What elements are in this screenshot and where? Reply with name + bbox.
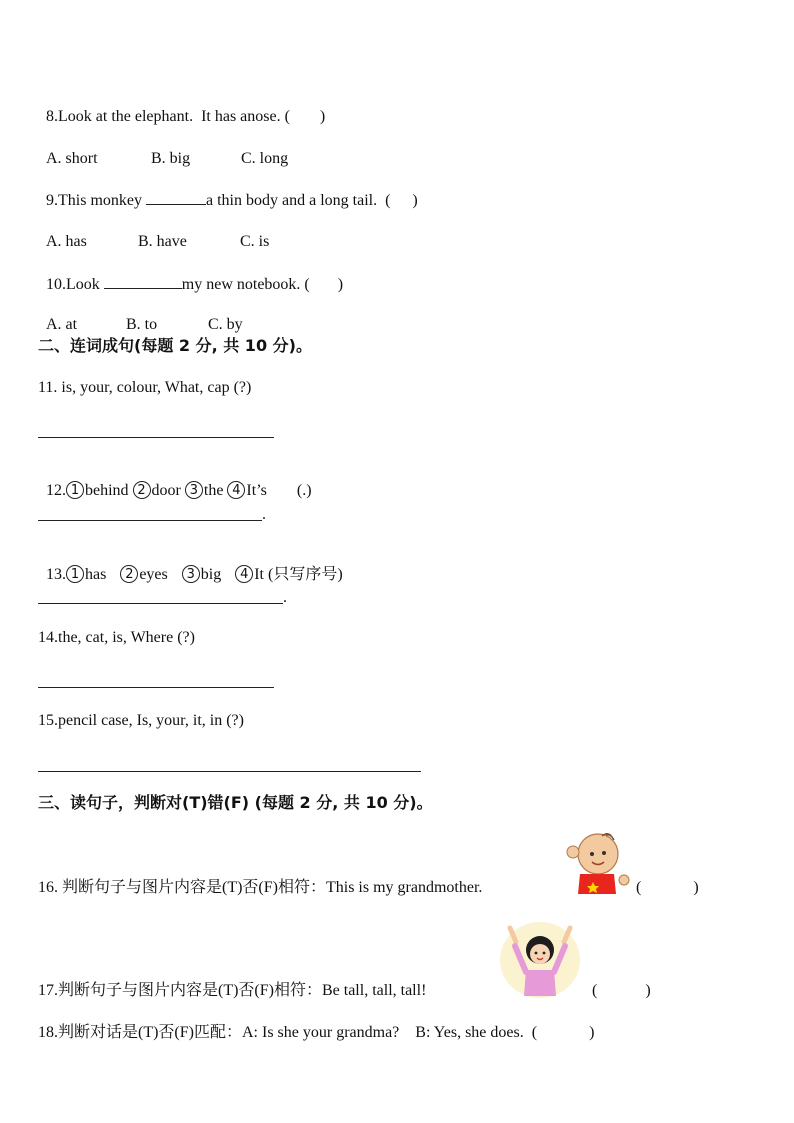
question-9-post: a thin body and a long tail. ( <box>206 192 391 209</box>
question-8-text: 8.Look at the elephant. It has anose. ( <box>46 108 290 125</box>
answer-period: . <box>262 506 266 523</box>
word: It’s <box>246 482 267 499</box>
question-15: 15.pencil case, Is, your, it, in (?) <box>38 712 244 729</box>
word: the <box>203 482 228 499</box>
answer-line[interactable] <box>38 603 283 604</box>
question-10-options <box>38 295 243 335</box>
boy-illustration <box>562 830 632 896</box>
word: It (只写序号) <box>254 566 343 583</box>
girl-illustration <box>498 918 582 998</box>
option-a: A. short <box>46 150 98 167</box>
boy-picture <box>562 830 632 896</box>
circled-number: 2 <box>120 565 138 583</box>
girl-picture <box>498 918 582 998</box>
question-10-close: ) <box>337 276 344 293</box>
answer-period: . <box>283 589 287 606</box>
circled-number: 1 <box>66 565 84 583</box>
option-c: C. long <box>241 150 289 167</box>
section-heading-2: 二、连词成句(每题 2 分, 共 10 分)。 <box>38 336 312 355</box>
answer-line[interactable] <box>38 520 262 521</box>
answer-blank[interactable] <box>146 190 206 205</box>
question-number: 13. <box>46 566 66 583</box>
question-18: 18.判断对话是(T)否(F)匹配：A: Is she your grandma? B: Yes, she does. ( ) <box>38 1024 595 1041</box>
answer-line[interactable] <box>38 771 421 772</box>
word: big <box>200 566 222 583</box>
answer-line[interactable] <box>38 437 274 438</box>
answer-parens[interactable]: ( ) <box>636 879 699 896</box>
question-17: 17.判断句子与图片内容是(T)否(F)相符：Be tall, tall, tall! <box>38 982 427 999</box>
question-9 <box>38 170 418 211</box>
question-10 <box>38 254 343 295</box>
question-11: 11. is, your, colour, What, cap (?) <box>38 379 252 396</box>
question-13 <box>38 545 343 585</box>
circled-number: 2 <box>133 481 151 499</box>
word: has <box>85 566 107 583</box>
option-a: A. at <box>46 316 78 333</box>
circled-number: 4 <box>227 481 245 499</box>
question-8 <box>38 87 325 127</box>
question-8-options <box>38 129 288 169</box>
word: eyes <box>139 566 168 583</box>
circled-number: 3 <box>185 481 203 499</box>
option-b: B. to <box>126 316 158 333</box>
option-c: C. is <box>240 233 270 250</box>
word: door <box>151 482 185 499</box>
option-b: B. big <box>151 150 191 167</box>
section-heading-3: 三、读句子，判断对(T)错(F) (每题 2 分, 共 10 分)。 <box>38 793 433 812</box>
circled-number: 3 <box>182 565 200 583</box>
option-b: B. have <box>138 233 187 250</box>
question-9-pre: 9.This monkey <box>46 192 146 209</box>
option-a: A. has <box>46 233 87 250</box>
question-10-pre: 10.Look <box>46 276 104 293</box>
word: behind <box>85 482 133 499</box>
answer-line[interactable] <box>38 687 274 688</box>
answer-parens[interactable]: ( ) <box>592 982 651 999</box>
circled-number: 1 <box>66 481 84 499</box>
punctuation-hint: (.) <box>296 482 312 499</box>
question-14: 14.the, cat, is, Where (?) <box>38 629 195 646</box>
answer-blank[interactable] <box>104 274 182 289</box>
circled-number: 4 <box>235 565 253 583</box>
question-9-options <box>38 212 269 252</box>
question-8-close: ) <box>319 108 326 125</box>
option-c: C. by <box>208 316 243 333</box>
question-9-close: ) <box>412 192 418 209</box>
question-number: 12. <box>46 482 66 499</box>
question-10-post: my new notebook. ( <box>181 276 310 293</box>
question-12 <box>38 461 312 501</box>
question-16: 16. 判断句子与图片内容是(T)否(F)相符：This is my grandmother. <box>38 879 483 896</box>
